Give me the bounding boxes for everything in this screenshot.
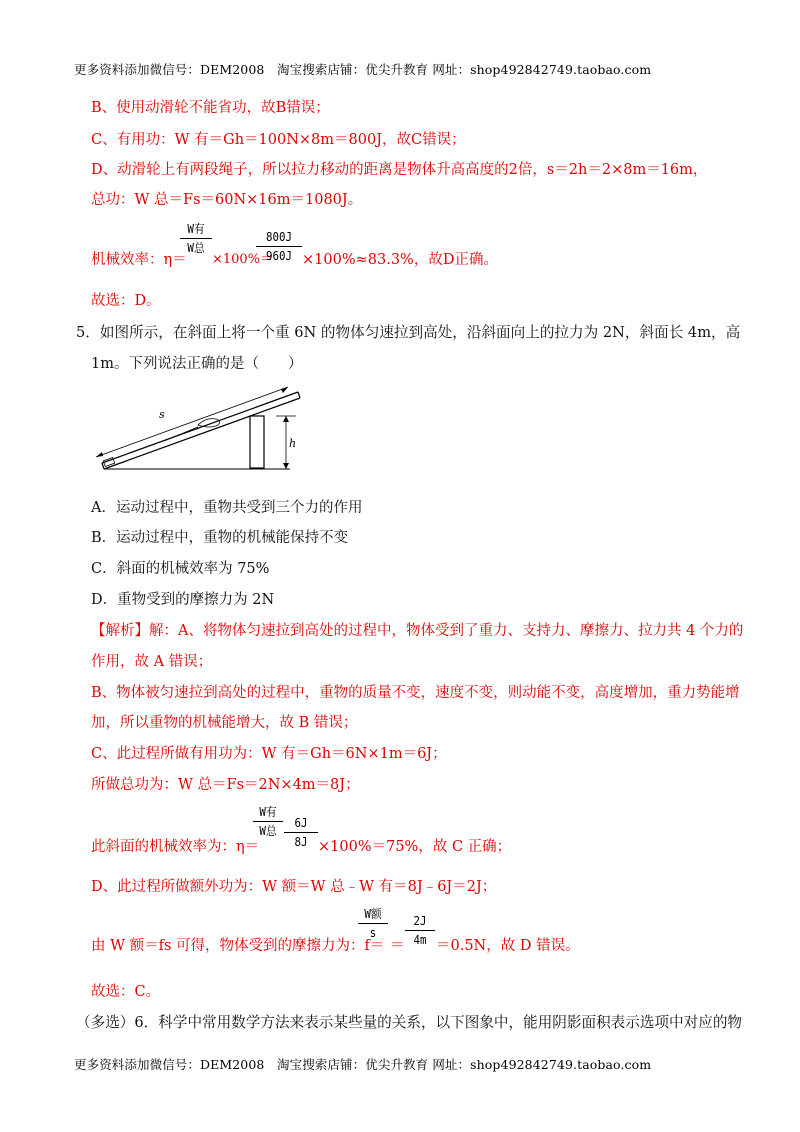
- fraction-numerator: 800J: [265, 230, 293, 244]
- efficiency-formula-mid: ×100%＝: [212, 252, 274, 267]
- efficiency-formula-prefix: 机械效率：η＝: [91, 252, 187, 268]
- slope-efficiency-suffix: ×100%＝75%，故 C 正确；: [318, 839, 512, 855]
- option-b: B．运动过程中，重物的机械能保持不变: [91, 530, 349, 546]
- s-label: s: [159, 408, 165, 421]
- question-5-stem-line-2: 1m。下列说法正确的是（ ）: [91, 356, 303, 372]
- friction-equals: ＝: [390, 938, 405, 954]
- fraction-bar: [253, 821, 283, 822]
- question-5-answer: 故选：C。: [91, 984, 161, 1000]
- fraction-bar: [358, 923, 388, 924]
- option-d: D．重物受到的摩擦力为 2N: [91, 592, 275, 608]
- solution-line-c: C、有用功：W 有＝Gh＝100N×8m＝800J，故C错误；: [91, 132, 466, 148]
- analysis-line-4: 加，所以重物的机械能增大，故 B 错误；: [91, 715, 358, 731]
- previous-answer: 故选：D。: [91, 293, 161, 309]
- fraction-numerator: W有: [259, 805, 277, 819]
- fraction-numerator: W额: [364, 907, 382, 921]
- slope-efficiency-fraction-2: [284, 815, 318, 850]
- fraction-denominator: 8J: [294, 835, 308, 849]
- fraction-bar: [256, 246, 302, 247]
- page-header: 更多资料添加微信号：DEM2008 淘宝搜索店铺：优尖升教育 网址：shop492842749.taobao.com: [74, 62, 652, 77]
- inclined-plane-figure: [90, 385, 310, 475]
- efficiency-fraction-1: [180, 221, 212, 256]
- solution-line-b: B、使用动滑轮不能省功，故B错误；: [91, 100, 330, 116]
- solution-line-d1: D、动滑轮上有两段绳子，所以拉力移动的距离是物体升高高度的2倍，s＝2h＝2×8m＝16m，: [91, 162, 708, 178]
- fraction-denominator: 960J: [265, 249, 293, 263]
- efficiency-fraction-2: [256, 229, 302, 264]
- fraction-numerator: 6J: [294, 816, 308, 830]
- analysis-line-8: D、此过程所做额外功为：W 额＝W 总﹣W 有＝8J﹣6J＝2J；: [91, 879, 497, 895]
- analysis-line-2: 作用，故 A 错误；: [91, 654, 213, 670]
- friction-formula-suffix: ＝0.5N，故 D 错误。: [436, 938, 580, 954]
- question-6-stem: （多选）6．科学中常用数学方法来表示某些量的关系，以下图象中，能用阴影面积表示选项中对应的物: [76, 1014, 743, 1031]
- solution-line-d2: 总功：W 总＝Fs＝60N×16m＝1080J。: [91, 192, 363, 208]
- fraction-denominator: s: [369, 926, 377, 940]
- slope-efficiency-fraction-1: [253, 804, 283, 839]
- fraction-numerator: W有: [187, 222, 205, 236]
- fraction-bar: [180, 238, 212, 239]
- fraction-denominator: W总: [259, 824, 277, 838]
- option-a: A．运动过程中，重物共受到三个力的作用: [91, 500, 363, 516]
- page-footer: 更多资料添加微信号：DEM2008 淘宝搜索店铺：优尖升教育 网址：shop492842749.taobao.com: [74, 1057, 652, 1072]
- analysis-line-5: C、此过程所做有用功为：W 有＝Gh＝6N×1m＝6J；: [91, 746, 447, 762]
- friction-fraction-2: [405, 913, 435, 948]
- h-label: h: [289, 437, 297, 450]
- question-5-stem-line-1: 5．如图所示，在斜面上将一个重 6N 的物体匀速拉到高处，沿斜面向上的拉力为 2N，斜面长 4m，高: [76, 324, 741, 341]
- analysis-line-1: 【解析】解：A、将物体匀速拉到高处的过程中，物体受到了重力、支持力、摩擦力、拉力共 4 个力的: [91, 623, 744, 639]
- option-c: C．斜面的机械效率为 75%: [91, 561, 270, 577]
- efficiency-formula-suffix: ×100%≈83.3%，故D正确。: [302, 252, 498, 268]
- analysis-line-3: B、物体被匀速拉到高处的过程中，重物的质量不变，速度不变，则动能不变，高度增加，重力势能增: [91, 685, 740, 701]
- analysis-line-6: 所做总功为：W 总＝Fs＝2N×4m＝8J；: [91, 777, 360, 793]
- fraction-bar: [284, 832, 318, 833]
- friction-formula-prefix: 由 W 额＝fs 可得，物体受到的摩擦力为：f＝: [91, 938, 385, 954]
- friction-fraction-1: [358, 906, 388, 941]
- slope-efficiency-prefix: 此斜面的机械效率为：η＝: [91, 839, 260, 855]
- fraction-denominator: 4m: [413, 933, 427, 947]
- fraction-denominator: W总: [187, 241, 205, 255]
- fraction-bar: [405, 930, 435, 931]
- fraction-numerator: 2J: [413, 914, 427, 928]
